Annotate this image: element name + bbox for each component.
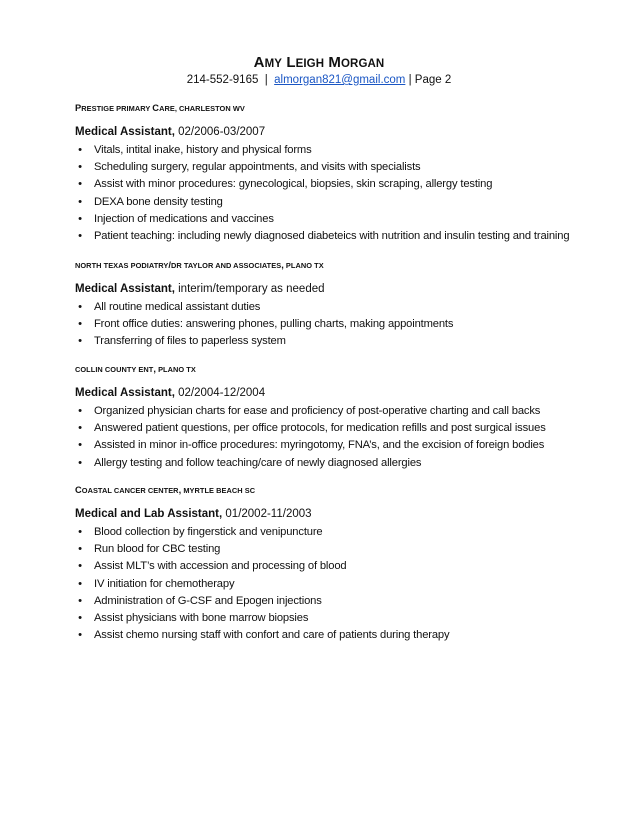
- duty-text: Assist MLT’s with accession and processing of blood: [94, 560, 347, 573]
- duty-text: Administration of G-CSF and Epogen injections: [94, 594, 322, 607]
- duty-text: Injection of medications and vaccines: [94, 212, 274, 225]
- job-section-north-texas-podiatry: [75, 260, 575, 351]
- duties-list: [75, 299, 575, 351]
- duty-item: [75, 420, 575, 437]
- phone-number: 214-552-9165: [186, 74, 259, 86]
- duty-text: Transferring of files to paperless system: [94, 335, 286, 348]
- duty-text: Assist with minor procedures: gynecological, biopsies, skin scraping, allergy testing: [94, 178, 493, 191]
- duty-text: Allergy testing and follow teaching/care of newly diagnosed allergies: [94, 456, 422, 469]
- duty-item: [75, 159, 575, 176]
- duty-text: All routine medical assistant duties: [94, 301, 261, 313]
- duty-item: [75, 541, 575, 558]
- bullet-icon: •: [78, 161, 82, 174]
- duty-item: [75, 228, 575, 245]
- email-link[interactable]: almorgan821@gmail.com: [274, 74, 406, 86]
- bullet-icon: •: [78, 543, 82, 556]
- duty-text: Answered patient questions, per office protocols, for medication refills and post surgical issues: [94, 422, 546, 435]
- duty-text: Assist chemo nursing staff with confort and care of patients during therapy: [94, 629, 450, 642]
- employer-heading: COASTAL CANCER CENTER, MYRTLE BEACH SC: [75, 485, 256, 495]
- duties-list: [75, 403, 575, 472]
- duty-item: [75, 455, 575, 472]
- duty-item: [75, 316, 575, 333]
- duty-item: [75, 211, 575, 228]
- bullet-icon: •: [78, 195, 82, 208]
- bullet-icon: •: [78, 178, 82, 191]
- bullet-icon: •: [78, 301, 82, 313]
- bullet-icon: •: [78, 456, 82, 469]
- role-line: Medical Assistant, 02/2006-03/2007: [75, 126, 266, 138]
- duty-item: [75, 333, 575, 350]
- bullet-icon: •: [78, 212, 82, 225]
- bullet-icon: •: [78, 405, 82, 417]
- duty-text: Run blood for CBC testing: [94, 543, 221, 556]
- duty-item: [75, 576, 575, 593]
- duty-text: DEXA bone density testing: [94, 195, 223, 208]
- bullet-icon: •: [78, 422, 82, 435]
- contact-line: 214-552-9165 | almorgan821@gmail.com | Page 2: [186, 74, 452, 86]
- page-number: Page 2: [414, 74, 452, 86]
- duty-item: [75, 142, 575, 159]
- duty-text: Organized physician charts for ease and proficiency of post-operative charting and call backs: [94, 405, 541, 417]
- duty-item: [75, 194, 575, 211]
- employer-heading: COLLIN COUNTY ENT, PLANO TX: [75, 364, 196, 374]
- duty-item: [75, 176, 575, 193]
- duty-item: [75, 524, 575, 541]
- job-section-prestige: [75, 103, 575, 245]
- bullet-icon: •: [78, 560, 82, 573]
- duty-text: Blood collection by fingerstick and venipuncture: [94, 526, 323, 538]
- duty-item: [75, 403, 575, 420]
- duty-item: [75, 558, 575, 575]
- job-section-coastal-cancer-center: [75, 485, 575, 644]
- duty-item: [75, 593, 575, 610]
- bullet-icon: •: [78, 318, 82, 331]
- candidate-name: AMY LEIGH MORGAN: [253, 54, 385, 71]
- bullet-icon: •: [78, 144, 82, 156]
- job-section-collin-county-ent: [75, 364, 575, 472]
- employer-heading: NORTH TEXAS PODIATRY/DR TAYLOR AND ASSOCIATES, PLANO TX: [75, 260, 324, 270]
- role-line: Medical Assistant, interim/temporary as needed: [75, 283, 325, 295]
- duty-item: [75, 437, 575, 454]
- bullet-icon: •: [78, 526, 82, 538]
- duty-text: Vitals, intital inake, history and physical forms: [94, 144, 312, 156]
- duties-list: [75, 142, 575, 245]
- duty-item: [75, 610, 575, 627]
- bullet-icon: •: [78, 577, 82, 590]
- bullet-icon: •: [78, 230, 82, 243]
- role-line: Medical Assistant, 02/2004-12/2004: [75, 387, 266, 399]
- bullet-icon: •: [78, 594, 82, 607]
- duty-text: IV initiation for chemotherapy: [94, 577, 235, 590]
- duty-text: Assisted in minor in-office procedures: myringotomy, FNA’s, and the excision of foreign bodies: [94, 439, 545, 452]
- duty-text: Front office duties: answering phones, pulling charts, making appointments: [94, 318, 454, 331]
- duty-text: Patient teaching: including newly diagnosed diabeteics with nutrition and insulin testing and training: [94, 230, 570, 243]
- duty-text: Assist physicians with bone marrow biopsies: [94, 612, 309, 625]
- bullet-icon: •: [78, 629, 82, 642]
- duty-item: [75, 299, 575, 316]
- employer-heading: PRESTIGE PRIMARY CARE, CHARLESTON WV: [75, 103, 245, 113]
- bullet-icon: •: [78, 612, 82, 625]
- bullet-icon: •: [78, 439, 82, 452]
- duties-list: [75, 524, 575, 644]
- duty-item: [75, 627, 575, 644]
- role-line: Medical and Lab Assistant, 01/2002-11/2003: [75, 508, 312, 520]
- duty-text: Scheduling surgery, regular appointments, and visits with specialists: [94, 161, 421, 174]
- bullet-icon: •: [78, 335, 82, 348]
